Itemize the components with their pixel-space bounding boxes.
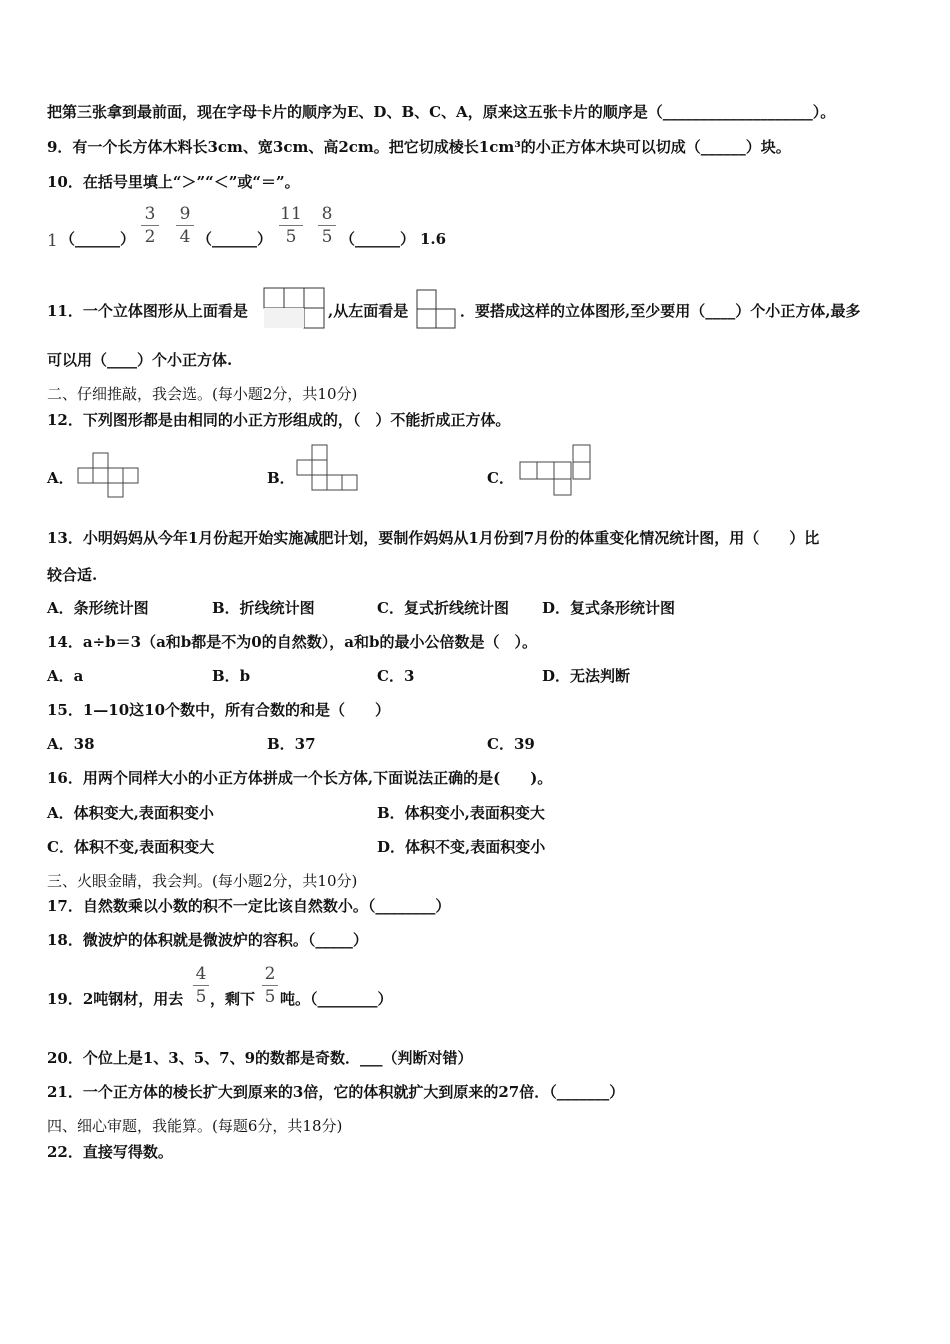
q14-text: 14．a÷b＝3（a和b都是不为0的自然数），a和b的最小公倍数是（ ）。 [47, 633, 537, 651]
q11-left-view-figure [416, 289, 456, 329]
q10-right-number: 1.6 [420, 230, 447, 248]
fraction-numerator: 2 [264, 964, 276, 984]
q19-text-a: 19．2吨钢材，用去 [47, 990, 184, 1008]
q8-tail-text: 把第三张拿到最前面，现在字母卡片的顺序为E、D、B、C、A，原来这五张卡片的顺序是（____________________）。 [47, 103, 836, 121]
q10-text: 10．在括号里填上“＞”“＜”或“＝”。 [47, 173, 300, 191]
q12-option-c-label[interactable]: C． [487, 469, 514, 487]
section-3-heading: 三、火眼金睛，我会判。(每小题2分，共10分) [47, 872, 358, 890]
q10-left-number: 1 [47, 231, 58, 251]
fraction-numerator: 9 [179, 204, 191, 224]
q16-option-c[interactable]: C．体积不变,表面积变大 [47, 838, 215, 856]
q10-blank-3[interactable]: （______） [340, 230, 416, 248]
q22-text: 22．直接写得数。 [47, 1143, 173, 1161]
q16-option-a[interactable]: A．体积变大,表面积变小 [47, 804, 214, 822]
fraction-numerator: 4 [195, 964, 207, 984]
q19-fraction-used [193, 964, 209, 1007]
q16-text: 16．用两个同样大小的小正方体拼成一个长方体,下面说法正确的是( )。 [47, 769, 553, 787]
q10-blank-1[interactable]: （______） [60, 230, 136, 248]
fraction-numerator: 8 [321, 204, 333, 224]
q14-option-b[interactable]: B．b [212, 667, 251, 685]
q13-option-a[interactable]: A．条形统计图 [47, 599, 149, 617]
q11-text-c: ．要搭成这样的立体图形,至少要用（____）个小正方体,最多 [460, 302, 861, 320]
q14-option-a[interactable]: A．a [47, 667, 84, 685]
section-4-heading: 四、细心审题，我能算。(每题6分，共18分) [47, 1117, 343, 1135]
q19-fraction-remaining [262, 964, 278, 1007]
fraction-denominator: 5 [195, 987, 207, 1007]
q15-option-c[interactable]: C．39 [487, 735, 535, 753]
fraction-numerator: 3 [144, 204, 156, 224]
q11-text-d: 可以用（____）个小正方体. [47, 351, 233, 369]
fraction-denominator: 5 [321, 227, 333, 247]
q13-option-c[interactable]: C．复式折线统计图 [377, 599, 509, 617]
q13-text-b: 较合适. [47, 566, 98, 584]
fraction-denominator: 2 [144, 227, 156, 247]
q10-fraction-2 [176, 204, 194, 247]
q14-option-d[interactable]: D．无法判断 [542, 667, 631, 685]
q11-top-view-figure [263, 287, 325, 329]
q21-text: 21．一个正方体的棱长扩大到原来的3倍，它的体积就扩大到原来的27倍．（_______） [47, 1083, 625, 1101]
q12-option-c-net [519, 444, 591, 496]
fraction-denominator: 5 [264, 987, 276, 1007]
q16-option-d[interactable]: D．体积不变,表面积变小 [377, 838, 546, 856]
q16-option-b[interactable]: B．体积变小,表面积变大 [377, 804, 545, 822]
q13-option-d[interactable]: D．复式条形统计图 [542, 599, 676, 617]
fraction-denominator: 4 [179, 227, 191, 247]
fraction-numerator: 11 [280, 204, 302, 224]
q9-text: 9．有一个长方体木料长3cm、宽3cm、高2cm。把它切成棱长1cm³的小正方体木块可以切成（______）块。 [47, 138, 791, 156]
q10-fraction-3 [279, 204, 303, 247]
q19-text-c: 吨。（________） [280, 990, 393, 1008]
q15-option-a[interactable]: A．38 [47, 735, 95, 753]
q15-text: 15．1—10这10个数中，所有合数的和是（ ） [47, 701, 391, 719]
q17-text: 17．自然数乘以小数的积不一定比该自然数小。（________） [47, 897, 451, 915]
q12-option-b-net [296, 444, 360, 492]
section-2-heading: 二、仔细推敲，我会选。(每小题2分，共10分) [47, 385, 358, 403]
q12-option-a-net [77, 452, 141, 498]
q20-text: 20．个位上是1、3、5、7、9的数都是奇数．___（判断对错） [47, 1049, 473, 1067]
q19-text-b: ，剩下 [210, 990, 256, 1008]
q10-fraction-1 [141, 204, 159, 247]
q13-option-b[interactable]: B．折线统计图 [212, 599, 315, 617]
q11-text-b: ,从左面看是 [328, 302, 409, 320]
q12-text: 12．下列图形都是由相同的小正方形组成的，（ ）不能折成正方体。 [47, 411, 511, 429]
fraction-denominator: 5 [285, 227, 297, 247]
q14-option-c[interactable]: C．3 [377, 667, 415, 685]
q12-option-b-label[interactable]: B． [267, 469, 295, 487]
q15-option-b[interactable]: B．37 [267, 735, 316, 753]
q11-text-a: 11．一个立体图形从上面看是 [47, 302, 248, 320]
q18-text: 18．微波炉的体积就是微波炉的容积。（_____） [47, 931, 368, 949]
q10-blank-2[interactable]: （______） [197, 230, 273, 248]
q12-option-a-label[interactable]: A． [47, 469, 74, 487]
q13-text-a: 13．小明妈妈从今年1月份起开始实施减肥计划，要制作妈妈从1月份到7月份的体重变化情况统计图，用（ ）比 [47, 529, 820, 547]
q10-fraction-4 [318, 204, 336, 247]
